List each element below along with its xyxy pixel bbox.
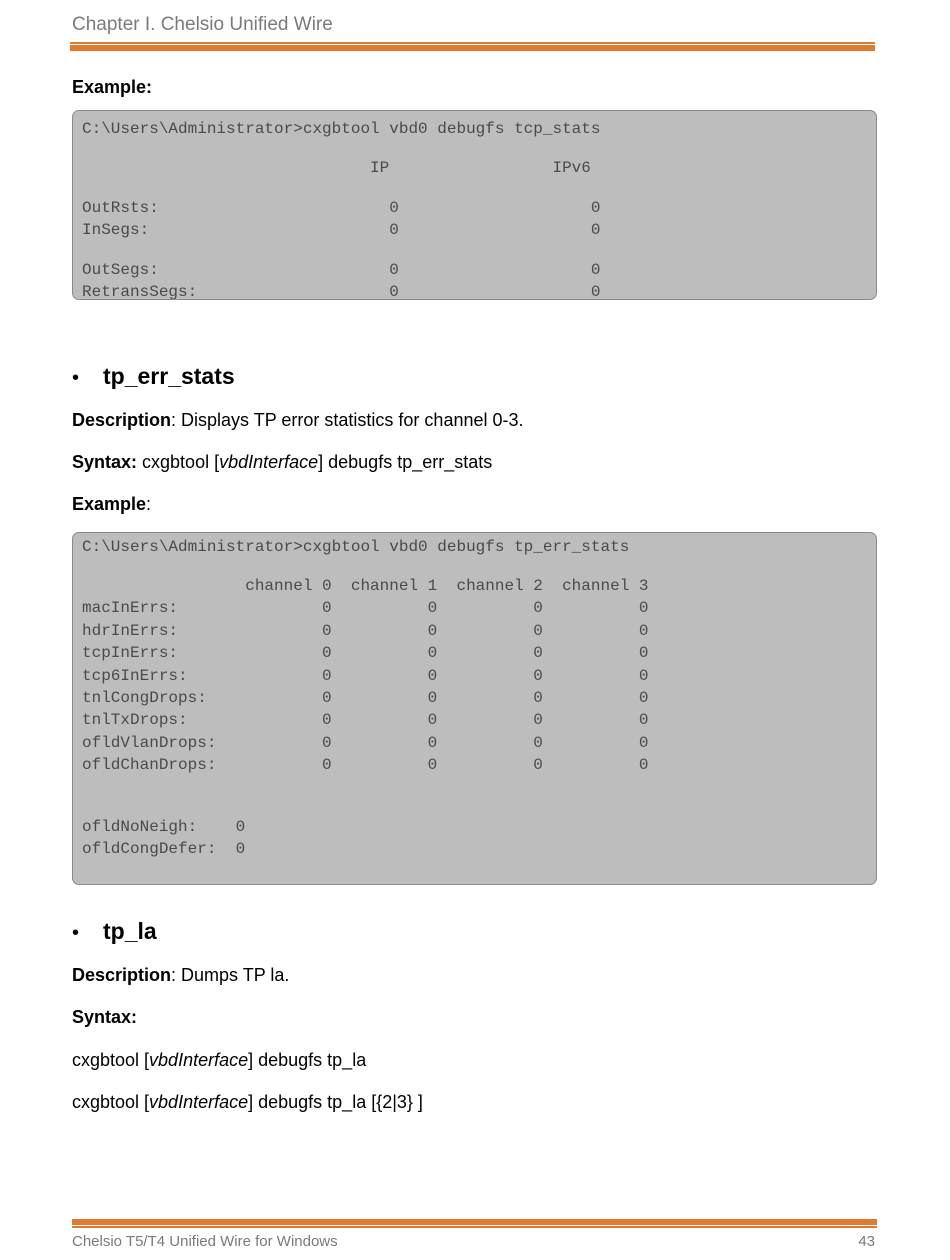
example-label: Example: xyxy=(72,494,152,514)
footer-title: Chelsio T5/T4 Unified Wire for Windows xyxy=(72,1233,338,1250)
code-line: C:\Users\Administrator>cxgbtool vbd0 debugfs tcp_stats xyxy=(82,120,601,138)
description-paragraph: Description: Displays TP error statistics for channel 0-3. xyxy=(72,410,524,430)
code-line: tcp6InErrs: 0 0 0 0 xyxy=(82,667,649,685)
code-line: macInErrs: 0 0 0 0 xyxy=(82,599,649,617)
code-line: ofldCongDefer: 0 xyxy=(82,840,246,858)
description-paragraph: Description: Dumps TP la. xyxy=(72,965,290,985)
footer-rule-thick xyxy=(72,1219,877,1225)
code-line: OutRsts: 0 0 xyxy=(82,199,601,217)
syntax-paragraph: Syntax: cxgbtool [vbdInterface] debugfs tp_err_stats xyxy=(72,452,493,472)
page-number: 43 xyxy=(858,1233,875,1250)
code-line: tcpInErrs: 0 0 0 0 xyxy=(82,644,649,662)
bullet-icon: • xyxy=(72,922,80,944)
header-rule-thin xyxy=(70,42,875,44)
code-line: tnlTxDrops: 0 0 0 0 xyxy=(82,711,649,729)
section-title: tp_err_stats xyxy=(103,363,235,389)
section-heading-tp-la xyxy=(72,918,157,945)
code-line: channel 0 channel 1 channel 2 channel 3 xyxy=(82,577,649,595)
chapter-title: Chapter I. Chelsio Unified Wire xyxy=(72,14,333,35)
section-heading-tp-err-stats xyxy=(72,363,235,390)
code-line: C:\Users\Administrator>cxgbtool vbd0 debugfs tp_err_stats xyxy=(82,538,630,556)
header-rule-thick xyxy=(70,45,875,51)
code-line: tnlCongDrops: 0 0 0 0 xyxy=(82,689,649,707)
code-line: IP IPv6 xyxy=(82,159,591,177)
syntax-command: cxgbtool [vbdInterface] debugfs tp_la xyxy=(72,1050,367,1070)
code-line: ofldVlanDrops: 0 0 0 0 xyxy=(82,734,649,752)
footer-rule-thin xyxy=(72,1226,877,1228)
code-line: OutSegs: 0 0 xyxy=(82,261,601,279)
code-block-tp-err-stats xyxy=(72,532,877,885)
bullet-icon: • xyxy=(72,367,80,389)
example-label: Example: xyxy=(72,77,153,97)
code-line: RetransSegs: 0 0 xyxy=(82,283,601,300)
code-line: hdrInErrs: 0 0 0 0 xyxy=(82,622,649,640)
code-line: InSegs: 0 0 xyxy=(82,221,601,239)
syntax-command: cxgbtool [vbdInterface] debugfs tp_la [{2|3} ] xyxy=(72,1092,423,1112)
code-block-tcp-stats xyxy=(72,110,877,300)
section-title: tp_la xyxy=(103,918,157,944)
code-line: ofldNoNeigh: 0 xyxy=(82,818,246,836)
code-line: ofldChanDrops: 0 0 0 0 xyxy=(82,756,649,774)
syntax-label: Syntax: xyxy=(72,1007,138,1027)
